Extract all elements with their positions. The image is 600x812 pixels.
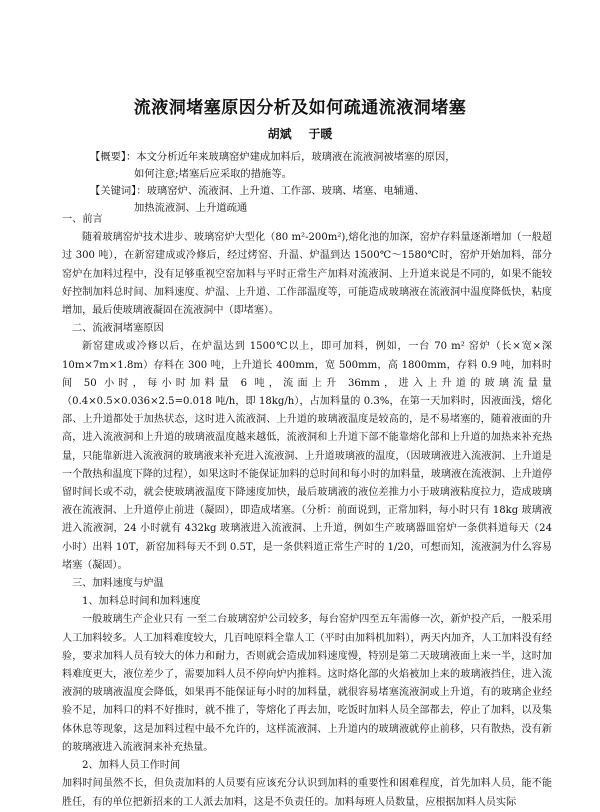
body-text (62, 211, 563, 812)
abstract-text-line2: 如何注意;堵塞后应采取的措施等。 (134, 168, 292, 180)
paragraph: 一般玻璃生产企业只有 一至二台玻璃窑炉公司较多，每台窑炉四至五年需修一次，新炉投产后，一般采用人工加料较多。人工加料难度较大，几百吨原料全靠人工（平时由加料机加料），两天内加齐，人工加料没有经验，要求加料人员有较大的体力和耐力，否则就会造成加料速度慢，特别是第二天玻璃液面上来一半，这时加料难度更大，液位差少了，需要加料人员不停向炉内推料。这时烙化部的火焰被加上来的玻璃液挡住，进入流液洞的玻璃液温度会降低，如果再不能保证每小时的加料量，就很容易堵塞流液洞或上升道，有的玻璃企业经验不足，加料口的料不好推时，就不推了，等熔化了再去加，吃饭时加料人员全部都去，停止了加料，以及集体休息等现象，这是加料过程中最不允许的，这样流液洞、上升道内的玻璃液就停止前移，只有散热，没有新的玻璃液进入流液洞来补充热量。 (62, 614, 552, 753)
section-heading-preface: 一、前言 (62, 214, 103, 225)
subsection-heading-staff-hours: 2、加料人员工作时间 (82, 760, 181, 772)
abstract-block (90, 149, 456, 183)
keywords-label: 【关键词】： (90, 185, 147, 197)
paragraph: 随着玻璃窑炉技术进步、玻璃窑炉大型化（80 m²-200m²),熔化池的加深，窑炉存料量逐渐增加（一般超过 300 吨），在新窑建成或冷修后，经过烤窑、升温、炉温到达 1500℃～1580℃时，窑炉开始加料，部分窑炉在加料过程中，没有足够重视空窑加料与平时正常生产加料对流液洞、上升道来说是不同的，如果不能较好控制加料总时间、加料速度、炉温、上升道、工作部温度等，可能造成玻璃液在流液洞中温度降低快，粘度增加，最后使玻璃液凝固在流液洞中（即堵塞）。 (62, 232, 552, 317)
section-heading-feed-speed: 三、加料速度与炉温 (72, 578, 164, 590)
abstract-label: 【概要】： (90, 151, 137, 163)
paper-title: 流液洞堵塞原因分析及如何疏通流液洞堵塞 (133, 98, 467, 118)
author-line: 胡斌 于暖 (267, 127, 333, 141)
abstract-text-line1: 本文分析近年来玻璃窑炉建成加料后，玻璃液在流液洞被堵塞的原因， (136, 151, 456, 163)
paragraph: 加料时间虽然不长，但负责加料的人员要有应该充分认识到加料的重要性和困难程度，首先加料人员，能不能胜任，有的单位把新招来的工人派去加料，这是不负责任的。加料每班人员数量，应根据加料人员实际 (62, 778, 552, 808)
keywords-text-line1: 玻璃窑炉、流液洞、上升道、工作部、玻璃、堵塞、电辅通、 (146, 185, 425, 197)
section-heading-cause: 二、流液洞堵塞原因 (72, 323, 164, 335)
subsection-heading-feed-time: 1、加料总时间和加料速度 (82, 596, 201, 608)
keywords-text-line2: 加热流液洞、上升道疏通 (134, 202, 248, 214)
paragraph: 新窑建成或冷修以后，在炉温达到 1500℃以上，即可加料，例如，一台 70 m² 窑炉（长×宽×深 10m×7m×1.8m）存料在 300 吨，上升道长 400mm，宽 500mm，高 1800mm，存料 0.9 吨，加料时间 50 小时，每小时加料量 6 吨，流面上升 36mm，进入上升道的玻璃流量量（0.4×0.5×0.036×2.5=0.018 吨/h，即 18kg/h），占加料量的 0.3%，在第一天加料时，因液面浅，熔化部、上升道都处于加热状态，这时进入流液洞、上升道的玻璃液温度是较高的，是不易堵塞的，随着液面的升高，进入流液洞和上升道的玻璃液温度越来越低，流液洞和上升道下部不能靠熔化部和上升道的加热来补充热量，只能靠新进入流液洞的玻璃液来补充进入流液洞、上升道玻璃液的温度，（因玻璃液进入流液洞、上升道是一个散热和温度下降的过程），如果这时不能保证加料的总时间和每小时的加料量，玻璃液在流液洞、上升道停留时间长或不动，就会使玻璃液温度下降速度加快，最后玻璃液的液位差推力小于玻璃液粘度拉力，造成玻璃液在流液洞、上升道停止前进（凝固），即造成堵塞。（分析：前面说到，正常加料，每小时只有 18kg 玻璃液进入流液洞，24 小时就有 432kg 玻璃液进入流液洞、上升道，例如生产玻璃器皿窑炉一条供料道每天（24 小时）出料 10T，新窑加料每天不到 0.5T，是一条供料道正常生产时的 1/20，可想而知，流液洞为什么容易堵塞（凝固）。 (62, 341, 563, 571)
